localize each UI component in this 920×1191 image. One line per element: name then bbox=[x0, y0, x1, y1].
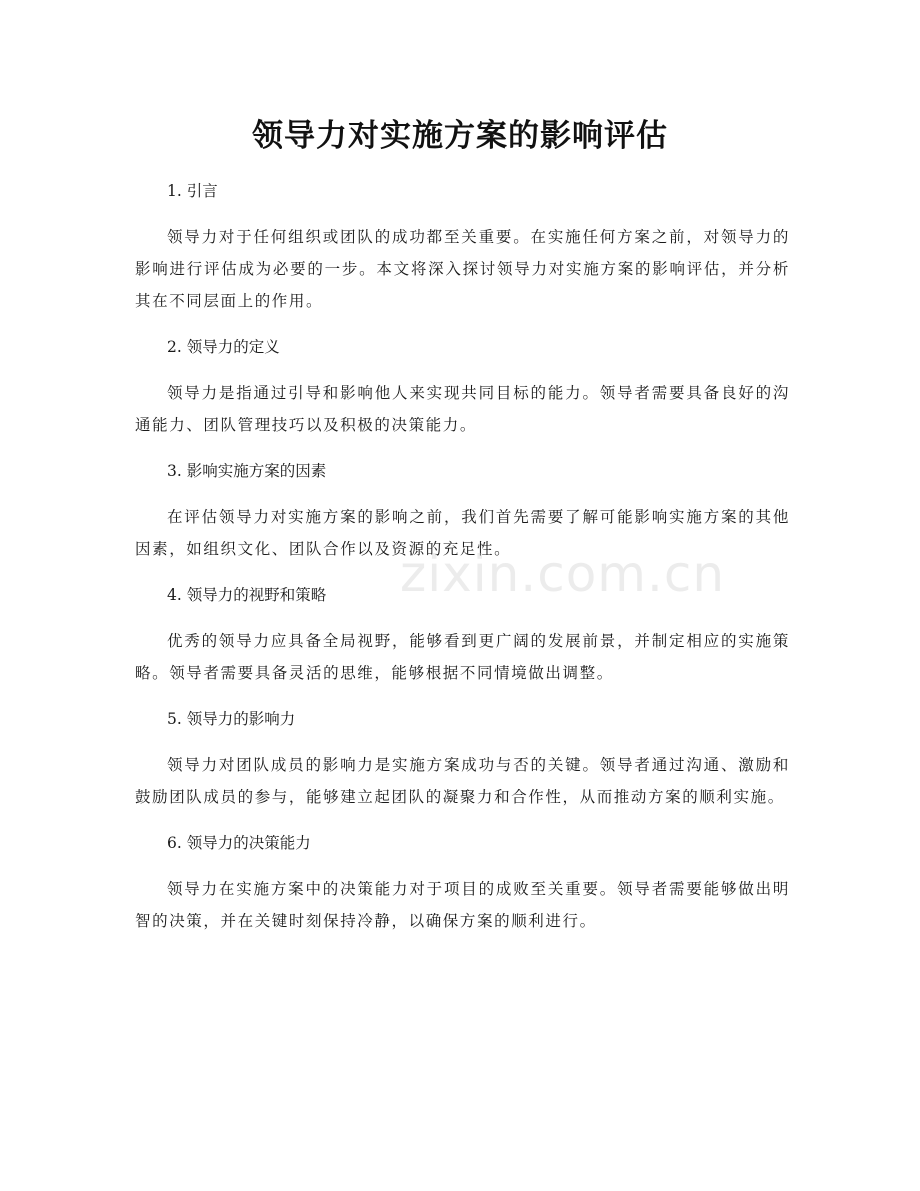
section-heading: 6. 领导力的决策能力 bbox=[167, 834, 311, 852]
section-paragraph: 领导力对团队成员的影响力是实施方案成功与否的关键。领导者通过沟通、激励和鼓励团队成员的参与，能够建立起团队的凝聚力和合作性，从而推动方案的顺利实施。 bbox=[135, 756, 790, 806]
section-heading: 2. 领导力的定义 bbox=[167, 338, 280, 356]
section-factors bbox=[135, 460, 790, 565]
section-vision-strategy bbox=[135, 584, 790, 689]
section-heading: 4. 领导力的视野和策略 bbox=[167, 586, 327, 604]
section-heading: 5. 领导力的影响力 bbox=[167, 710, 296, 728]
section-paragraph: 在评估领导力对实施方案的影响之前，我们首先需要了解可能影响实施方案的其他因素，如组织文化、团队合作以及资源的充足性。 bbox=[135, 508, 790, 558]
page-title: 领导力对实施方案的影响评估 bbox=[252, 118, 668, 154]
section-paragraph: 领导力对于任何组织或团队的成功都至关重要。在实施任何方案之前，对领导力的影响进行评估成为必要的一步。本文将深入探讨领导力对实施方案的影响评估，并分析其在不同层面上的作用。 bbox=[135, 228, 790, 310]
section-introduction bbox=[135, 180, 790, 317]
section-definition bbox=[135, 336, 790, 441]
section-paragraph: 优秀的领导力应具备全局视野，能够看到更广阔的发展前景，并制定相应的实施策略。领导者需要具备灵活的思维，能够根据不同情境做出调整。 bbox=[135, 632, 790, 682]
watermark: zixin.com.cn bbox=[400, 545, 726, 603]
section-heading: 3. 影响实施方案的因素 bbox=[167, 462, 327, 480]
section-paragraph: 领导力是指通过引导和影响他人来实现共同目标的能力。领导者需要具备良好的沟通能力、团队管理技巧以及积极的决策能力。 bbox=[135, 384, 790, 434]
section-influence bbox=[135, 708, 790, 813]
section-heading: 1. 引言 bbox=[167, 182, 218, 200]
document-body bbox=[135, 180, 790, 956]
section-paragraph: 领导力在实施方案中的决策能力对于项目的成败至关重要。领导者需要能够做出明智的决策，并在关键时刻保持冷静，以确保方案的顺利进行。 bbox=[135, 880, 790, 930]
section-decision-making bbox=[135, 832, 790, 937]
